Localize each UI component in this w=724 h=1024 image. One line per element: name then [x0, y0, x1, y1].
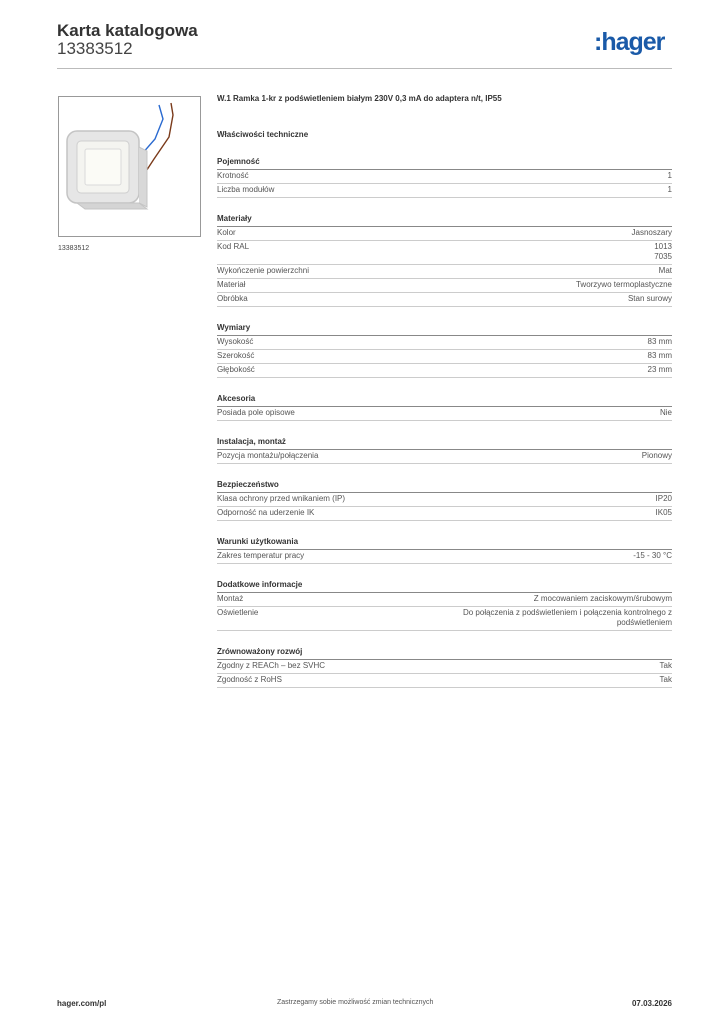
spec-label: Zgodność z RoHS [217, 675, 282, 684]
spec-value-line: Nie [659, 408, 672, 417]
spec-label: Szerokość [217, 351, 255, 360]
spec-row [217, 265, 672, 279]
spec-value [632, 228, 672, 238]
spec-content [217, 93, 672, 688]
spec-row [217, 450, 672, 464]
spec-row [217, 407, 672, 421]
footer-notice: Zastrzegamy sobie możliwość zmian technicznych [277, 999, 434, 1006]
spec-label: Oświetlenie [217, 608, 259, 617]
spec-value [628, 294, 672, 304]
spec-value [463, 608, 672, 628]
spec-label: Klasa ochrony przed wnikaniem (IP) [217, 494, 346, 503]
spec-label: Kolor [217, 228, 236, 237]
spec-value-line: Z mocowaniem zaciskowym/śrubowym [533, 594, 672, 603]
spec-group [217, 392, 672, 421]
spec-value [654, 242, 672, 262]
spec-row [217, 241, 672, 265]
spec-group-title: Warunki użytkowania [217, 535, 672, 550]
spec-value-line: 1013 [654, 242, 672, 251]
spec-group-title: Instalacja, montaż [217, 435, 672, 450]
spec-label: Zakres temperatur pracy [217, 551, 305, 560]
spec-value [660, 661, 672, 671]
spec-group-title: Bezpieczeństwo [217, 478, 672, 493]
footer-date: 07.03.2026 [631, 999, 672, 1008]
spec-row [217, 674, 672, 688]
image-caption: 13383512 [58, 245, 90, 252]
spec-group [217, 535, 672, 564]
spec-value-line: Pionowy [641, 451, 672, 460]
spec-row [217, 293, 672, 307]
spec-label: Kod RAL [217, 242, 250, 251]
spec-value [656, 494, 672, 504]
spec-label: Obróbka [217, 294, 248, 303]
spec-value-line: 7035 [654, 252, 672, 261]
spec-label: Materiał [217, 280, 246, 289]
spec-value [660, 675, 672, 685]
spec-value-line: Tak [659, 675, 672, 684]
spec-value [534, 594, 672, 604]
spec-value [659, 266, 672, 276]
spec-label: Wysokość [217, 337, 254, 346]
spec-value-line: 83 mm [647, 337, 672, 346]
spec-row [217, 507, 672, 521]
spec-groups [217, 155, 672, 688]
spec-group-title: Wymiary [217, 321, 672, 336]
hager-logo: :hager [594, 28, 665, 56]
spec-group-title: Materiały [217, 212, 672, 227]
spec-label: Zgodny z REACh – bez SVHC [217, 661, 326, 670]
spec-value-line: 1 [667, 185, 672, 194]
spec-value [668, 185, 672, 195]
spec-row [217, 593, 672, 607]
spec-label: Wykończenie powierzchni [217, 266, 309, 275]
spec-row [217, 364, 672, 378]
spec-label: Montaż [217, 594, 244, 603]
spec-row [217, 279, 672, 293]
spec-row [217, 336, 672, 350]
product-title: W.1 Ramka 1-kr z podświetleniem białym 230V 0,3 mA do adaptera n/t, IP55 [217, 94, 502, 103]
spec-group [217, 578, 672, 631]
spec-value-line: Tworzywo termoplastyczne [575, 280, 672, 289]
spec-row [217, 227, 672, 241]
spec-value-line: 83 mm [647, 351, 672, 360]
spec-row [217, 660, 672, 674]
spec-value-line: Do połączenia z podświetleniem i połączenia kontrolnego z [462, 608, 672, 617]
spec-value-line: podświetleniem [616, 618, 672, 627]
spec-group-title: Pojemność [217, 155, 672, 170]
spec-value-line: IK05 [655, 508, 672, 517]
spec-value [648, 351, 672, 361]
spec-row [217, 550, 672, 564]
spec-value-line: 23 mm [647, 365, 672, 374]
spec-row [217, 350, 672, 364]
spec-label: Głębokość [217, 365, 255, 374]
spec-label: Krotność [217, 171, 249, 180]
spec-value [656, 508, 672, 518]
spec-value-line: 1 [667, 171, 672, 180]
spec-row [217, 607, 672, 631]
spec-value [576, 280, 672, 290]
spec-value [660, 408, 672, 418]
spec-value [648, 365, 672, 375]
spec-row [217, 184, 672, 198]
spec-group-title: Zrównoważony rozwój [217, 645, 672, 660]
spec-value-line: Tak [659, 661, 672, 670]
product-image [58, 96, 201, 237]
footer-website: hager.com/pl [57, 999, 107, 1008]
spec-value-line: -15 - 30 °C [633, 551, 672, 560]
spec-label: Liczba modułów [217, 185, 275, 194]
spec-group [217, 321, 672, 378]
spec-group [217, 478, 672, 521]
spec-group [217, 645, 672, 688]
spec-label: Posiada pole opisowe [217, 408, 295, 417]
technical-properties-heading: Właściwości techniczne [217, 130, 309, 139]
spec-group [217, 212, 672, 307]
document-title: Karta katalogowa [57, 21, 198, 40]
frame-illustration [59, 97, 200, 236]
spec-value-line: Mat [658, 266, 672, 275]
header-divider [57, 68, 672, 69]
spec-value [642, 451, 672, 461]
spec-row [217, 170, 672, 184]
spec-label: Odporność na uderzenie IK [217, 508, 315, 517]
spec-group-title: Dodatkowe informacje [217, 578, 672, 593]
spec-value-line: Jasnoszary [631, 228, 672, 237]
spec-label: Pozycja montażu/połączenia [217, 451, 319, 460]
product-code: 13383512 [57, 39, 133, 58]
spec-value [633, 551, 672, 561]
spec-row [217, 493, 672, 507]
spec-value [668, 171, 672, 181]
spec-group-title: Akcesoria [217, 392, 672, 407]
spec-group [217, 435, 672, 464]
spec-value-line: IP20 [655, 494, 672, 503]
spec-group [217, 155, 672, 198]
spec-value [648, 337, 672, 347]
spec-value-line: Stan surowy [627, 294, 672, 303]
